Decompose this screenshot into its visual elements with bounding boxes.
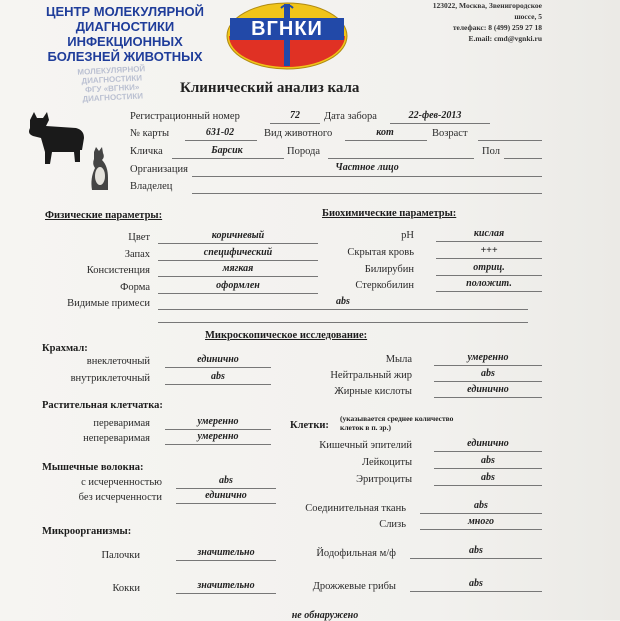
physical-label: Форма [120, 282, 150, 293]
cell-value: единично [467, 438, 509, 449]
cell-label: Лейкоциты [361, 457, 412, 468]
muscle-heading: Мышечные волокна: [42, 462, 144, 473]
connective-value: abs [474, 500, 488, 511]
name-value: Барсик [211, 145, 243, 156]
micro-heading: Микроскопическое исследование: [205, 330, 368, 341]
fiber-label: непереваримая [83, 433, 150, 444]
document-title: Клинический анализ кала [180, 80, 360, 96]
muscle-label: без исчерченности [78, 492, 162, 503]
fiber-heading: Растительная клетчатка: [42, 400, 163, 411]
org-line: ЦЕНТР МОЛЕКУЛЯРНОЙ [45, 4, 205, 19]
fat-value: умеренно [467, 352, 509, 363]
org-name [30, 4, 220, 64]
physical-value: оформлен [216, 280, 260, 291]
microorg-value: значительно [197, 580, 255, 591]
address-line: шоссе, 5 [514, 12, 542, 21]
biochem-heading: Биохимические параметры: [322, 208, 457, 219]
microorg-label: Кокки [112, 583, 140, 594]
address-line: E.mail: cmd@vgnki.ru [468, 34, 542, 43]
physical-value: специфический [203, 247, 273, 258]
cells-heading: Клетки: [290, 420, 329, 431]
orgs-heading: Микроорганизмы: [42, 526, 132, 537]
starch-value: abs [211, 371, 225, 382]
cell-value: abs [481, 472, 495, 483]
cells-note [340, 414, 453, 432]
sex-label: Пол [482, 146, 500, 157]
stamp-line: ДИАГНОСТИКИ [82, 91, 144, 104]
biochem-label: Скрытая кровь [347, 247, 414, 258]
card-value: 631-02 [205, 127, 235, 138]
physical-value: мягкая [222, 263, 254, 274]
name-label: Кличка [130, 146, 163, 157]
owner-label: Владелец [130, 181, 173, 192]
physical-value: коричневый [211, 230, 265, 241]
physical-label: Видимые примеси [67, 298, 150, 309]
starch-value: единично [197, 354, 239, 365]
fiber-value: умеренно [197, 431, 239, 442]
dog-icon [22, 108, 88, 168]
age-label: Возраст [432, 128, 468, 139]
logo-text: ВГНКИ [251, 18, 323, 40]
reg-value: 72 [290, 110, 300, 121]
mucus-value: много [467, 516, 495, 527]
cell-value: abs [481, 455, 495, 466]
bottom-value: не обнаружено [291, 610, 359, 621]
starch-label: внутриклеточный [70, 373, 150, 384]
cell-label: Эритроциты [356, 474, 412, 485]
fat-label: Жирные кислоты [334, 386, 412, 397]
cells-note-line: клеток в п. зр.) [340, 423, 391, 432]
cat-icon [88, 146, 114, 194]
org-line: ДИАГНОСТИКИ [75, 19, 175, 34]
stamp-line: ДИАГНОСТИКИ [81, 73, 143, 86]
physical-label: Консистенция [86, 265, 150, 276]
address-line: 123022, Москва, Звенигородское [432, 1, 542, 10]
address-line: телефакс: 8 (499) 259 27 18 [452, 23, 542, 32]
fiber-label: переваримая [93, 418, 150, 429]
biochem-label: pH [401, 230, 414, 241]
species-label: Вид животного [264, 128, 333, 139]
org-value: Частное лицо [335, 162, 399, 173]
biochem-label: Билирубин [364, 264, 414, 275]
fiber-value: умеренно [197, 416, 239, 427]
stamp [51, 63, 173, 105]
stamp-line: ФГУ «ВГНКИ» [84, 82, 140, 95]
mucus-label: Слизь [379, 519, 406, 530]
species-value: кот [376, 127, 394, 138]
logo [226, 0, 348, 70]
physical-label: Запах [124, 249, 150, 260]
org-address [370, 0, 542, 44]
biochem-value: +++ [480, 245, 498, 256]
biochem-value: кислая [473, 228, 505, 239]
org-label: Организация [130, 164, 188, 175]
microorg-value: значительно [197, 547, 255, 558]
biochem-value: отриц. [473, 262, 505, 273]
physical-value: abs [336, 296, 350, 307]
org-line: ИНФЕКЦИОННЫХ [67, 34, 183, 49]
microorg-label: Палочки [101, 550, 140, 561]
date-label: Дата забора [324, 111, 377, 122]
microorg-label: Йодофильная м/ф [316, 548, 396, 559]
card-label: № карты [130, 128, 170, 139]
muscle-value: единично [205, 490, 247, 501]
starch-label: внеклеточный [86, 356, 150, 367]
physical-label: Цвет [128, 232, 150, 243]
reg-label: Регистрационный номер [130, 111, 240, 122]
fat-label: Мыла [385, 354, 412, 365]
muscle-label: с исчерченностью [81, 477, 162, 488]
muscle-value: abs [219, 475, 233, 486]
fat-label: Нейтральный жир [330, 370, 412, 381]
starch-heading: Крахмал: [42, 343, 88, 354]
cells-note-line: (указывается среднее количество [340, 414, 454, 423]
microorg-value: abs [469, 578, 483, 589]
connective-label: Соединительная ткань [305, 503, 406, 514]
breed-label: Порода [287, 146, 321, 157]
biochem-label: Стеркобилин [355, 280, 414, 291]
microorg-value: abs [469, 545, 483, 556]
cell-label: Кишечный эпителий [319, 440, 412, 451]
fat-value: abs [481, 368, 495, 379]
fat-value: единично [467, 384, 509, 395]
physical-heading: Физические параметры: [45, 210, 163, 221]
microorg-label: Дрожжевые грибы [312, 581, 396, 592]
biochem-value: положит. [466, 278, 512, 289]
org-line: БОЛЕЗНЕЙ ЖИВОТНЫХ [47, 49, 203, 64]
date-value: 22-фев-2013 [408, 110, 462, 121]
stamp-line: МОЛЕКУЛЯРНОЙ [77, 64, 146, 77]
